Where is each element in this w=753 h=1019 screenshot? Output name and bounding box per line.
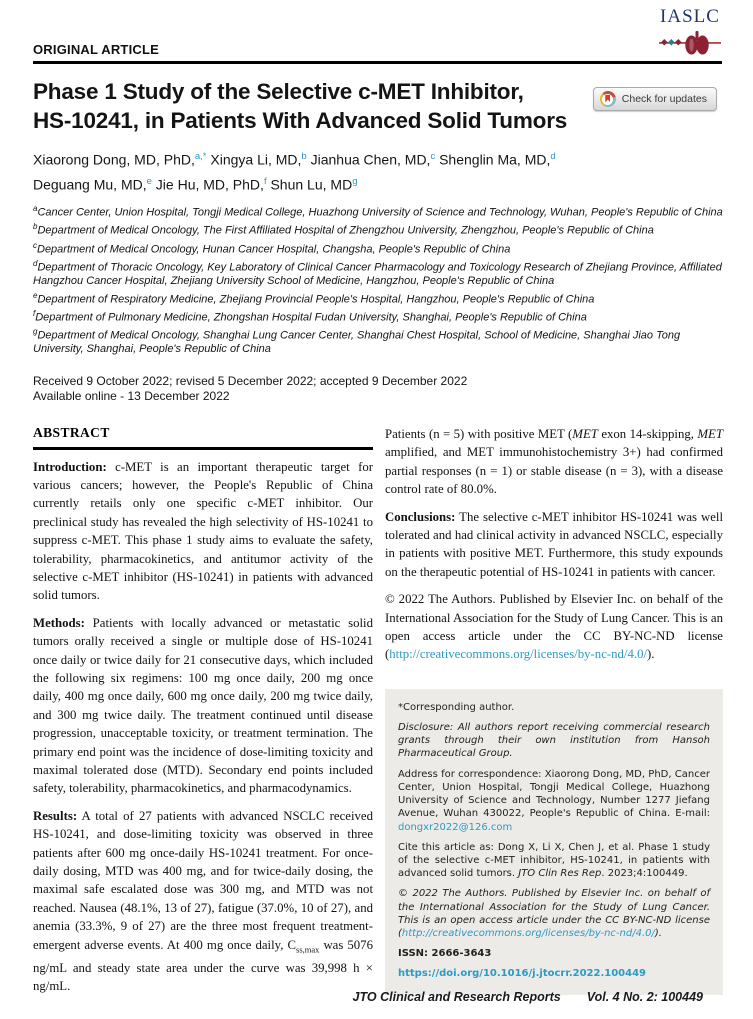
affiliation — [33, 289, 725, 307]
abstract-results — [33, 807, 373, 996]
article-title — [33, 77, 608, 135]
abstract-rule — [33, 447, 373, 450]
correspondence-address: Address for correspondence: Xiaorong Dong, MD, PhD, Cancer Center, Union Hospital, Tongji Medical College, Huazhong University of Science and Technology, Number 1277 Jiefang Avenue, Wuhan 430022, People's Republic of China. E-mail: dongxr2022@126.com — [398, 768, 710, 833]
page-footer — [353, 990, 703, 1004]
disclosure-note: Disclosure: All authors report receiving commercial research grants through their own institution from Hansoh Pharmaceutical Group. — [398, 722, 710, 760]
affiliation-sup: e — [33, 290, 38, 300]
cc-license-link[interactable]: http://creativecommons.org/licenses/by-nc-nd/4.0/ — [389, 647, 648, 662]
issn: ISSN: 2666-3643 — [398, 948, 492, 960]
doi-line — [398, 967, 710, 980]
citation-note: Cite this article as: Dong X, Li X, Chen J, et al. Phase 1 study of the selective c-MET inhibitor, HS-10241, in patients with advanced solid tumors. JTO Clin Res Rep. 2023;4:100449. — [398, 841, 710, 880]
affiliation-sup: a — [33, 204, 38, 213]
affiliation-text: Department of Medical Oncology, Shanghai Lung Cancer Center, Shanghai Chest Hospital, School of Medicine, Shanghai Jiao Tong University, Shanghai, People's Republic of China — [33, 329, 681, 356]
author-name: Shun Lu, MD — [266, 176, 353, 193]
author-affiliation-sup: b — [301, 151, 307, 162]
author-name: Xingya Li, MD, — [206, 151, 302, 168]
footer-issue-info: Vol. 4 No. 2: 100449 — [586, 990, 703, 1004]
abstract-right-column — [385, 425, 723, 995]
author-affiliation-sup: f — [263, 175, 267, 187]
methods-label: Methods: — [33, 615, 85, 630]
available-online-date: Available online - 13 December 2022 — [33, 389, 230, 403]
conclusions-text: The selective c-MET inhibitor HS-10241 was well tolerated and had clinical activity in advanced NSCLC, especially in patients with positive MET. Furthermore, this study expounds on the therapeutic potential of HS-10241 in patients with cancer. — [385, 509, 723, 579]
methods-text: Patients with locally advanced or metastatic solid tumors orally received a single or multiple dose of HS-10241 once daily or twice daily for 21 consecutive days, which included the following six regimens: 100 mg once daily, 200 mg once daily, 400 mg once daily, 600 mg once daily, 200 mg twice daily, and 300 mg twice daily. The treatment continued until disease progression, unacceptable toxicity, or treatment termination. The primary end point was the incidence of dose-limiting toxicity and maximal tolerated dose (MTD). Secondary end points included safety, tolerability, pharmacokinetics, and pharmacodynamics. — [33, 615, 373, 796]
doi-link[interactable]: https://doi.org/10.1016/j.jtocrr.2022.100449 — [398, 968, 647, 980]
iaslc-lungs-icon — [659, 30, 721, 56]
affiliation — [33, 202, 725, 220]
abstract-left-column — [33, 425, 373, 1004]
introduction-text: c-MET is an important therapeutic target for various cancers; however, the People's Republic of China currently retails only one specific c-MET inhibitor. Our preclinical study has revealed the high selectivity of HS-10241 to suppress c-MET. This phase 1 study aims to evaluate the safety, tolerability, pharmacokinetics, and antitumor activity of the selective c-MET inhibitor (HS-10241) in patients with advanced solid tumors. — [33, 459, 373, 603]
footnote-box — [385, 689, 723, 995]
affiliation — [33, 257, 725, 289]
results-subscript: ss,max — [296, 944, 320, 955]
author-line-2 — [33, 171, 693, 196]
author-name: Jianhua Chen, MD, — [306, 151, 431, 168]
cc-license-link-footnote[interactable]: http://creativecommons.org/licenses/by-nc-nd/4.0/ — [401, 927, 655, 939]
met-italic: MET — [697, 427, 723, 441]
affiliation-text: Department of Pulmonary Medicine, Zhongshan Hospital Fudan University, Shanghai, People's Republic of China — [35, 311, 587, 324]
affiliation — [33, 220, 725, 238]
received-dates: Received 9 October 2022; revised 5 December 2022; accepted 9 December 2022 — [33, 374, 468, 388]
header-rule — [33, 61, 722, 64]
introduction-label: Introduction: — [33, 459, 107, 474]
abstract-heading: ABSTRACT — [33, 425, 110, 440]
license-note: © 2022 The Authors. Published by Elsevier Inc. on behalf of the International Association for the Study of Lung Cancer. This is an open access article under the CC BY-NC-ND license (http://creativecommons.org/licenses/by-nc-nd/4.0/). — [398, 888, 710, 939]
affiliation-list — [33, 202, 725, 357]
affiliation-sup: c — [33, 240, 37, 250]
title-line-2: HS-10241, in Patients With Advanced Solid Tumors — [33, 108, 568, 133]
abstract-methods — [33, 614, 373, 798]
author-name: Deguang Mu, MD, — [33, 176, 147, 193]
author-name: Jie Hu, MD, PhD, — [151, 176, 264, 193]
affiliation — [33, 239, 725, 257]
cite-journal-italic: JTO Clin Res Rep — [518, 868, 602, 880]
abstract-copyright: © 2022 The Authors. Published by Elsevier Inc. on behalf of the International Association for the Study of Lung Cancer. This is an open access article under the CC BY-NC-ND license (http://creativecommons.org/licenses/by-nc-nd/4.0/). — [385, 592, 723, 662]
affiliation-sup: g — [33, 327, 38, 337]
affiliation-text: Cancer Center, Union Hospital, Tongji Medical College, Huazhong University of Science and Technology, Wuhan, People's Republic of China — [37, 206, 723, 219]
results-text: A total of 27 patients with advanced NSCLC received HS-10241, and dose-limiting toxicity was observed in three patients after 600 mg once-daily HS-10241 treatment. For once-daily dosing, MTD was 400 mg, and for twice-daily dosing, the maximal safe escalated dose was 300 mg, and MTD was not reached. Nausea (48.1%, 13 of 27), fatigue (37.0%, 10 of 27), and anemia (33.3%, 9 of 27) are the three most frequent treatment-emergent adverse events. At 400 mg once daily, C — [33, 808, 373, 952]
affiliation-text: Department of Medical Oncology, The First Affiliated Hospital of Zhengzhou University, Zhengzhou, People's Republic of China — [37, 224, 654, 237]
author-affiliation-sup: a,* — [194, 151, 207, 162]
author-line-1 — [33, 146, 693, 171]
affiliation-sup: b — [33, 222, 38, 232]
affiliation-sup: d — [33, 258, 38, 268]
affiliation-sup: f — [33, 308, 36, 318]
affiliation — [33, 325, 725, 357]
abstract-conclusions — [385, 508, 723, 582]
conclusions-label: Conclusions: — [385, 509, 456, 524]
affiliation-text: Department of Thoracic Oncology, Key Laboratory of Clinical Cancer Pharmacology and Toxicology Research of Zhejiang Province, Affiliated Hangzhou Cancer Hospital, Zhejiang University School of Medicine, Hangzhou, People's Republic of China — [33, 261, 722, 287]
author-list — [33, 146, 693, 195]
results-text: was 5076 ng/mL and steady state area under the curve was 39,998 h × ng/mL. — [33, 937, 373, 994]
crossmark-icon — [600, 91, 616, 107]
title-line-1: Phase 1 Study of the Selective c-MET Inhibitor, — [33, 79, 524, 104]
affiliation-text: Department of Medical Oncology, Hunan Cancer Hospital, Changsha, People's Republic of China — [37, 243, 511, 256]
author-name: Xiaorong Dong, MD, PhD, — [33, 151, 195, 168]
author-affiliation-sup: c — [430, 151, 436, 162]
author-affiliation-sup: e — [146, 175, 152, 187]
email-link[interactable]: dongxr2022@126.com — [398, 821, 513, 833]
affiliation — [33, 307, 725, 325]
article-dates — [33, 374, 633, 404]
check-for-updates-button[interactable] — [593, 87, 717, 111]
iaslc-logo — [657, 6, 723, 60]
iaslc-logo-text: IASLC — [660, 6, 720, 27]
abstract-columns — [33, 425, 723, 1004]
abstract-introduction — [33, 458, 373, 605]
corresponding-author-note: *Corresponding author. — [398, 701, 515, 713]
met-italic: MET — [572, 427, 598, 441]
article-type-label: ORIGINAL ARTICLE — [33, 42, 159, 57]
author-affiliation-sup: d — [550, 151, 556, 162]
affiliation-text: Department of Respiratory Medicine, Zhejiang Provincial People's Hospital, Hangzhou, People's Republic of China — [37, 293, 595, 306]
results-label: Results: — [33, 808, 78, 823]
author-name: Shenglin Ma, MD, — [435, 151, 551, 168]
footer-journal-name: JTO Clinical and Research Reports — [352, 990, 561, 1004]
abstract-results-continued: Patients (n = 5) with positive MET (MET exon 14-skipping, MET amplified, and MET immunohistochemistry 3+) had confirmed partial responses (n = 1) or stable disease (n = 3), with a disease control rate of 80.0%. — [385, 427, 723, 497]
author-affiliation-sup: g — [352, 175, 358, 187]
check-for-updates-label: Check for updates — [621, 93, 707, 105]
